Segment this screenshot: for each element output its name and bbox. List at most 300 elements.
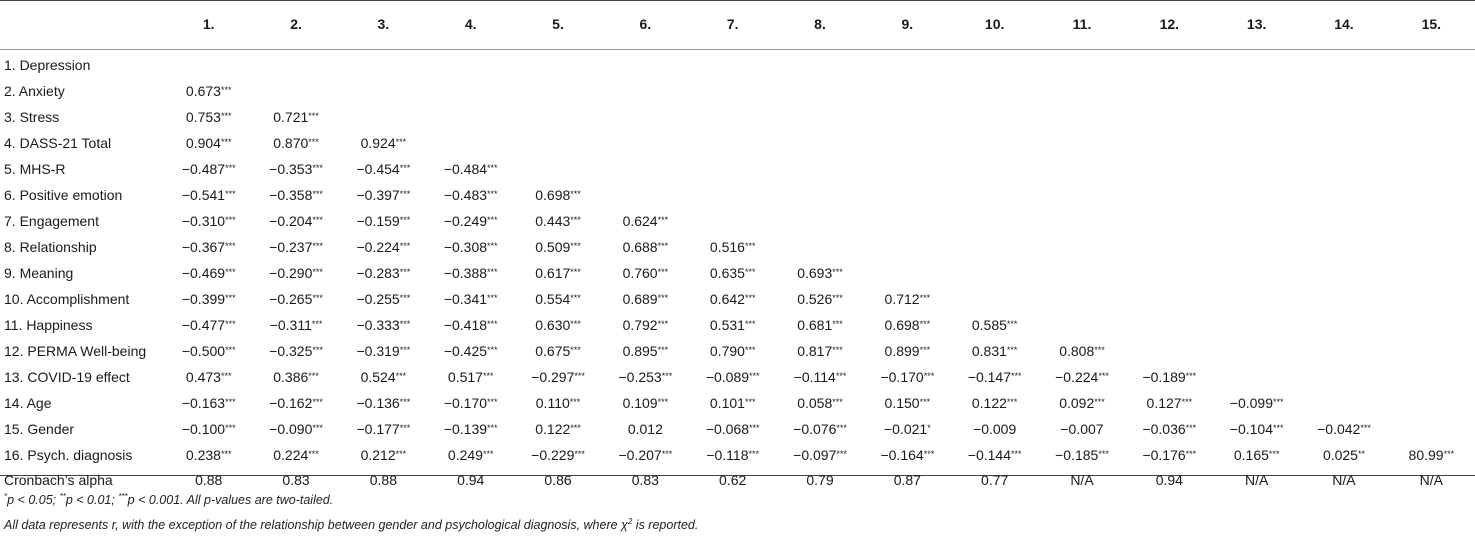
table-cell: 0.092*** (1059, 395, 1105, 411)
table-cell (1388, 390, 1475, 416)
table-cell (427, 49, 514, 78)
table-row (0, 234, 1475, 260)
table-row (0, 416, 1475, 442)
table-cell (1300, 156, 1387, 182)
table-cell (1300, 390, 1387, 416)
table-cell: −0.224*** (1055, 369, 1109, 385)
table-row (0, 104, 1475, 130)
table-cell (1126, 78, 1213, 104)
table-cell (1300, 364, 1387, 390)
table-cell: 0.109*** (622, 395, 669, 411)
table-cell: −0.283*** (356, 265, 411, 281)
table-cell (1388, 416, 1475, 442)
table-cell (1038, 260, 1125, 286)
table-cell: −0.333*** (356, 317, 411, 333)
table-cell: 0.88 (369, 472, 397, 488)
table-cell: N/A (1244, 472, 1269, 488)
table-cell (1126, 286, 1213, 312)
table-cell (340, 104, 427, 130)
statistic-note (4, 511, 698, 536)
table-cell: 0.87 (893, 472, 921, 488)
table-cell: −0.139*** (443, 421, 498, 437)
table-cell (864, 49, 951, 78)
table-cell (252, 78, 339, 104)
table-cell: 0.698*** (884, 317, 931, 333)
table-cell (1213, 286, 1300, 312)
table-cell: 0.517*** (447, 369, 494, 385)
row-label: 1. Depression (4, 57, 91, 73)
table-cell (864, 182, 951, 208)
table-cell (1213, 49, 1300, 78)
table-cell (602, 49, 689, 78)
table-cell: 0.899*** (884, 343, 931, 359)
table-cell (1300, 49, 1387, 78)
table-cell (776, 104, 863, 130)
table-cell: 0.224*** (273, 447, 319, 463)
table-cell: 0.94 (457, 472, 485, 488)
table-cell (427, 78, 514, 104)
table-row (0, 208, 1475, 234)
table-cell (1038, 78, 1125, 104)
table-cell: 0.635*** (709, 265, 756, 281)
column-header: 3. (377, 16, 390, 32)
table-cell (1388, 260, 1475, 286)
table-cell: −0.308*** (443, 239, 498, 255)
table-cell: −0.021* (883, 421, 931, 437)
table-cell: 0.249*** (447, 447, 494, 463)
table-cell: −0.311*** (269, 317, 323, 333)
table-cell (951, 208, 1038, 234)
table-cell (340, 78, 427, 104)
table-cell (1126, 49, 1213, 78)
table-cell (776, 156, 863, 182)
table-cell: −0.170*** (880, 369, 935, 385)
table-cell: 0.675*** (535, 343, 581, 359)
table-cell: −0.177*** (356, 421, 411, 437)
table-cell: −0.500*** (181, 343, 236, 359)
column-header: 12. (1159, 16, 1180, 32)
table-cell: 0.110*** (535, 395, 581, 411)
table-cell: −0.541*** (181, 187, 236, 203)
table-cell (514, 78, 601, 104)
table-cell (1213, 312, 1300, 338)
column-header: 14. (1334, 16, 1354, 32)
table-cell: 0.630*** (535, 317, 581, 333)
table-cell: 0.212*** (360, 447, 407, 463)
table-cell (1213, 208, 1300, 234)
table-cell (1038, 130, 1125, 156)
table-cell: −0.176*** (1142, 447, 1197, 463)
table-cell (864, 78, 951, 104)
table-cell: 0.904*** (185, 135, 232, 151)
table-cell: 0.721*** (273, 109, 319, 125)
table-row (0, 49, 1475, 78)
row-label: 15. Gender (4, 420, 75, 437)
table-cell: −0.477*** (181, 317, 236, 333)
table-cell: 0.712*** (884, 291, 931, 307)
table-cell (1388, 338, 1475, 364)
table-cell: 0.127*** (1146, 395, 1193, 411)
table-cell (1126, 312, 1213, 338)
table-cell: 0.238*** (185, 447, 232, 463)
table-cell (1388, 234, 1475, 260)
table-cell (602, 156, 689, 182)
table-cell: 0.585*** (971, 317, 1018, 333)
table-cell (1213, 338, 1300, 364)
table-cell: −0.204*** (269, 213, 323, 229)
table-cell: 0.101*** (709, 395, 756, 411)
column-header: 8. (814, 16, 826, 32)
table-cell: −0.147*** (967, 369, 1022, 385)
table-cell (1038, 182, 1125, 208)
table-cell: 0.831*** (971, 343, 1018, 359)
table-cell: −0.159*** (356, 213, 411, 229)
table-cell (1038, 234, 1125, 260)
table-cell: −0.297*** (531, 369, 585, 385)
table-cell (1300, 338, 1387, 364)
table-cell: −0.007 (1060, 420, 1104, 437)
table-cell (1213, 104, 1300, 130)
table-cell (1300, 130, 1387, 156)
table-cell: −0.163*** (181, 395, 236, 411)
table-cell (1126, 130, 1213, 156)
table-cell (951, 78, 1038, 104)
table-cell (1213, 260, 1300, 286)
table-row (0, 390, 1475, 416)
table-cell (864, 104, 951, 130)
table-cell (776, 130, 863, 156)
table-cell (776, 208, 863, 234)
table-cell: 0.86 (544, 472, 572, 488)
table-cell: −0.310*** (181, 213, 236, 229)
table-row (0, 338, 1475, 364)
table-cell: −0.454*** (356, 161, 411, 177)
significance-note: *p < 0.05; **p < 0.01; ***p < 0.001. All p-values are two-tailed. (4, 492, 334, 508)
table-cell: 0.673*** (185, 83, 232, 99)
table-cell: 0.79 (806, 472, 834, 488)
table-cell: 0.753*** (185, 109, 232, 125)
table-cell: 0.895*** (622, 343, 669, 359)
table-cell: 0.526*** (797, 291, 843, 307)
table-row (0, 130, 1475, 156)
row-label: 13. COVID-19 effect (4, 368, 130, 385)
table-cell: 0.681*** (797, 317, 843, 333)
table-cell: −0.253*** (618, 369, 673, 385)
table-cell (951, 182, 1038, 208)
table-notes (4, 486, 698, 536)
table-cell (1038, 156, 1125, 182)
table-cell: 0.617*** (535, 265, 581, 281)
table-cell: 0.792*** (622, 317, 669, 333)
table-cell (1300, 208, 1387, 234)
table-cell (514, 104, 601, 130)
table-cell (1388, 208, 1475, 234)
table-cell: −0.164*** (880, 447, 935, 463)
row-label: 10. Accomplishment (4, 290, 130, 307)
statistic-note-prefix: All data represents r, with the exception of the relationship between gender and psychological diagnosis, where χ (4, 518, 628, 533)
row-label: 6. Positive emotion (4, 186, 123, 203)
row-label: 2. Anxiety (4, 82, 65, 99)
table-cell (1388, 312, 1475, 338)
statistic-note-suffix: is reported. (632, 518, 699, 533)
table-row (0, 286, 1475, 312)
row-label: 9. Meaning (4, 264, 74, 281)
table-cell (602, 182, 689, 208)
table-cell (689, 130, 776, 156)
table-cell (1388, 78, 1475, 104)
table-cell (1213, 182, 1300, 208)
table-cell (602, 78, 689, 104)
table-cell: −0.483*** (443, 187, 498, 203)
table-cell (1126, 182, 1213, 208)
table-cell (1126, 260, 1213, 286)
table-cell: −0.341*** (443, 291, 498, 307)
table-cell (776, 182, 863, 208)
table-cell: 0.817*** (797, 343, 843, 359)
table-cell (951, 260, 1038, 286)
table-cell: N/A (1332, 472, 1356, 488)
table-cell (864, 234, 951, 260)
table-cell: 0.122*** (971, 395, 1018, 411)
table-cell: −0.484*** (443, 161, 498, 177)
table-cell (1213, 364, 1300, 390)
table-cell: −0.207*** (618, 447, 673, 463)
table-cell: N/A (1419, 472, 1443, 488)
table-cell: −0.249*** (443, 213, 498, 229)
table-cell (1038, 312, 1125, 338)
column-header: 11. (1072, 16, 1092, 32)
table-cell: −0.136*** (356, 395, 411, 411)
table-cell (1126, 234, 1213, 260)
column-header: 2. (290, 16, 302, 32)
table-cell (514, 49, 601, 78)
table-cell: −0.170*** (443, 395, 498, 411)
table-cell (689, 156, 776, 182)
table-row (0, 182, 1475, 208)
row-label: 7. Engagement (4, 212, 99, 229)
table-cell: 0.698*** (535, 187, 581, 203)
table-cell (252, 49, 339, 78)
column-header: 13. (1246, 16, 1267, 32)
table-cell (951, 286, 1038, 312)
table-cell: −0.100*** (181, 421, 236, 437)
table-cell (1126, 338, 1213, 364)
table-cell (1213, 78, 1300, 104)
table-cell: −0.097*** (793, 447, 847, 463)
table-cell: −0.418*** (443, 317, 498, 333)
table-cell: −0.325*** (269, 343, 323, 359)
table-cell: −0.068*** (705, 421, 760, 437)
table-cell: 0.642*** (709, 291, 756, 307)
column-header: 10. (984, 16, 1005, 32)
table-cell: −0.036*** (1142, 421, 1197, 437)
table-row (0, 312, 1475, 338)
table-cell: 0.77 (981, 472, 1009, 488)
table-cell (514, 156, 601, 182)
row-label: 8. Relationship (4, 238, 97, 255)
table-row (0, 78, 1475, 104)
table-cell: 0.531*** (709, 317, 756, 333)
table-cell: 0.62 (719, 472, 747, 488)
table-cell (1300, 182, 1387, 208)
table-cell (1388, 49, 1475, 78)
table-cell (689, 78, 776, 104)
column-header: 4. (464, 16, 477, 32)
table-row (0, 260, 1475, 286)
table-cell (165, 49, 252, 78)
table-cell: N/A (1070, 472, 1094, 488)
table-cell: −0.255*** (356, 291, 411, 307)
column-header: 9. (901, 16, 914, 32)
row-label: 16. Psych. diagnosis (4, 446, 133, 463)
table-cell (864, 260, 951, 286)
table-cell: 0.473*** (185, 369, 232, 385)
table-cell: 0.524*** (360, 369, 407, 385)
table-cell (427, 130, 514, 156)
table-cell (1126, 104, 1213, 130)
table-cell (514, 130, 601, 156)
header-row (0, 0, 1475, 49)
table-cell: −0.090*** (269, 421, 323, 437)
table-cell (1300, 78, 1387, 104)
table-cell (1038, 208, 1125, 234)
table-cell: −0.358*** (269, 187, 323, 203)
table-cell: 0.760*** (622, 265, 669, 281)
table-cell: 0.386*** (273, 369, 319, 385)
table-cell (1300, 104, 1387, 130)
table-cell: −0.114*** (793, 369, 847, 385)
row-label: Cronbach’s alpha (4, 472, 113, 488)
table-cell (1388, 156, 1475, 182)
column-header: 7. (726, 16, 739, 32)
table-cell: 0.83 (282, 472, 310, 488)
table-cell (1038, 49, 1125, 78)
table-cell (864, 156, 951, 182)
column-header: 6. (639, 16, 652, 32)
table-cell: 0.790*** (709, 343, 756, 359)
table-cell: −0.237*** (269, 239, 323, 255)
table-cell (427, 104, 514, 130)
table-cell: 0.058*** (797, 395, 843, 411)
table-cell: −0.265*** (269, 291, 323, 307)
table-cell (1038, 286, 1125, 312)
table-cell (1038, 104, 1125, 130)
table-cell: −0.397*** (356, 187, 411, 203)
table-cell: 0.516*** (709, 239, 756, 255)
table-cell: 0.808*** (1059, 343, 1105, 359)
table-cell: −0.399*** (181, 291, 236, 307)
table-cell (1388, 364, 1475, 390)
table-cell (602, 130, 689, 156)
table-cell (689, 104, 776, 130)
table-cell: −0.162*** (269, 395, 323, 411)
table-cell: −0.487*** (181, 161, 236, 177)
table-cell: 0.870*** (273, 135, 319, 151)
table-body (0, 49, 1475, 493)
table-cell (689, 208, 776, 234)
table-cell: −0.099*** (1229, 395, 1284, 411)
table-cell (1126, 156, 1213, 182)
row-label-header (0, 0, 165, 49)
table-cell: 0.165*** (1233, 447, 1280, 463)
table-cell (951, 49, 1038, 78)
table-cell (776, 49, 863, 78)
table-cell (1300, 312, 1387, 338)
table-cell: 0.150*** (884, 395, 931, 411)
table-cell (1388, 182, 1475, 208)
table-cell: −0.089*** (705, 369, 760, 385)
table-cell (776, 78, 863, 104)
table-cell (776, 234, 863, 260)
column-header: 15. (1421, 16, 1442, 32)
table-cell (1388, 286, 1475, 312)
table-cell: −0.104*** (1229, 421, 1284, 437)
table-cell: −0.319*** (356, 343, 411, 359)
table-cell: −0.353*** (269, 161, 323, 177)
table-cell (864, 130, 951, 156)
table-cell (864, 208, 951, 234)
table-cell: 0.924*** (360, 135, 407, 151)
table-cell (1388, 104, 1475, 130)
table-row (0, 442, 1475, 468)
table-cell: 0.94 (1155, 472, 1183, 488)
row-label: 12. PERMA Well-being (4, 342, 147, 359)
table-cell: 80.99*** (1408, 447, 1455, 463)
column-header: 5. (552, 16, 564, 32)
row-label: 4. DASS-21 Total (4, 134, 112, 151)
table-cell (1388, 130, 1475, 156)
table-cell: 0.554*** (535, 291, 581, 307)
table-cell: −0.290*** (269, 265, 323, 281)
table-cell (1300, 260, 1387, 286)
table-cell (1213, 130, 1300, 156)
table-cell (689, 49, 776, 78)
table-cell (689, 182, 776, 208)
table-cell (1213, 234, 1300, 260)
table-cell (1300, 286, 1387, 312)
table-cell: −0.229*** (531, 447, 585, 463)
table-cell (602, 104, 689, 130)
table-cell: −0.009 (973, 420, 1017, 437)
table-cell: 0.509*** (535, 239, 581, 255)
table-cell: −0.042*** (1317, 421, 1371, 437)
table-row (0, 156, 1475, 182)
table-cell: 0.83 (631, 472, 659, 488)
row-label: 5. MHS-R (4, 160, 66, 177)
row-label: 14. Age (4, 394, 52, 411)
table-cell (1126, 208, 1213, 234)
table-cell: 0.624*** (622, 213, 669, 229)
table-cell: −0.076*** (793, 421, 847, 437)
table-cell: 0.693*** (797, 265, 843, 281)
table-cell (1213, 156, 1300, 182)
table-cell: −0.224*** (356, 239, 411, 255)
table-cell (340, 49, 427, 78)
row-label: 3. Stress (4, 108, 60, 125)
table-cell: −0.388*** (443, 265, 498, 281)
table-cell (951, 156, 1038, 182)
table-cell: −0.189*** (1142, 369, 1197, 385)
table-cell: 0.689*** (622, 291, 669, 307)
table-cell (951, 104, 1038, 130)
table-row (0, 364, 1475, 390)
table-cell (1300, 234, 1387, 260)
table-cell: −0.367*** (181, 239, 236, 255)
table-cell: −0.144*** (967, 447, 1022, 463)
statistic-note-superscript: 2 (627, 517, 633, 527)
table-cell: 0.025** (1322, 447, 1365, 463)
row-label: 11. Happiness (4, 316, 93, 333)
